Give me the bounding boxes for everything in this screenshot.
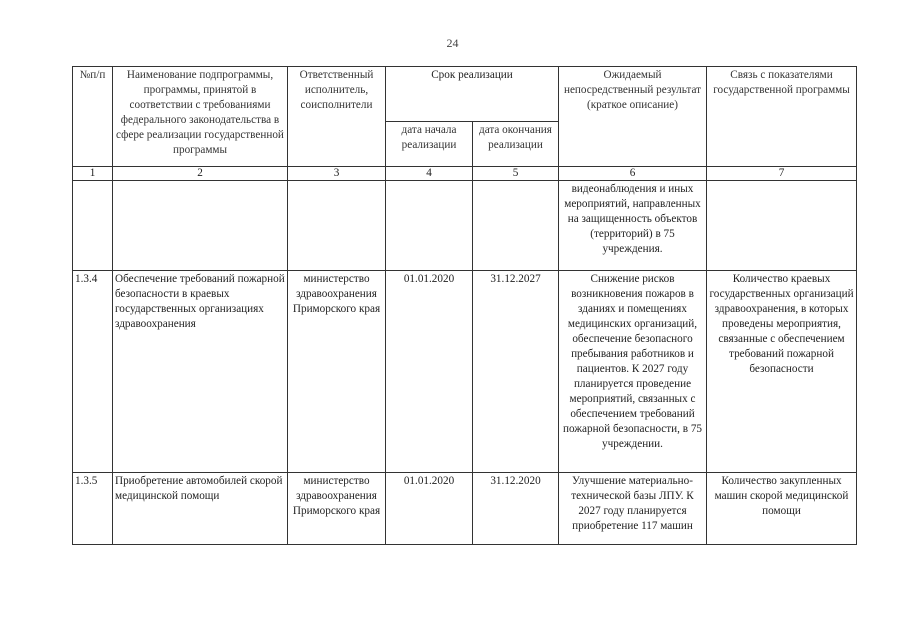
cell-responsible: министерство здравоохранения Приморского края [288, 473, 386, 545]
header-link: Связь с показателями государственной программы [707, 67, 857, 167]
cell-start: 01.01.2020 [386, 271, 473, 473]
header-period: Срок реализации [386, 67, 559, 122]
column-number-row [73, 167, 857, 181]
cell-end: 31.12.2027 [473, 271, 559, 473]
cell-end [473, 181, 559, 271]
cell-link: Количество краевых государственных организаций здравоохранения, в которых проведены мероприятия, связанные с обеспечением требований пожарной безопасности [707, 271, 857, 473]
column-number: 3 [288, 167, 386, 181]
cell-name: Приобретение автомобилей скорой медицинской помощи [113, 473, 288, 545]
header-responsible: Ответственный исполнитель, соисполнители [288, 67, 386, 167]
cell-start [386, 181, 473, 271]
table-row [73, 271, 857, 473]
header-row [73, 67, 857, 122]
cell-link [707, 181, 857, 271]
program-table [72, 66, 857, 545]
cell-end: 31.12.2020 [473, 473, 559, 545]
cell-responsible [288, 181, 386, 271]
cell-result: Снижение рисков возникновения пожаров в зданиях и помещениях медицинских организаций, обеспечение безопасного пребывания работников и пациентов. К 2027 году планируется проведение мероприятий, связанных с обеспечением требований пожарной безопасности, в 75 учреждении. [559, 271, 707, 473]
cell-num: 1.3.5 [73, 473, 113, 545]
header-name: Наименование подпрограммы, программы, принятой в соответствии с требованиями федерального законодательства в сфере реализации государственной программы [113, 67, 288, 167]
page-number: 24 [446, 36, 459, 50]
column-number: 5 [473, 167, 559, 181]
cell-result: видеонаблюдения и иных мероприятий, направленных на защищенность объектов (территорий) в 75 учреждения. [559, 181, 707, 271]
cell-start: 01.01.2020 [386, 473, 473, 545]
cell-num: 1.3.4 [73, 271, 113, 473]
column-number: 4 [386, 167, 473, 181]
column-number: 2 [113, 167, 288, 181]
header-end: дата окончания реализации [473, 122, 559, 167]
column-number: 7 [707, 167, 857, 181]
cell-responsible: министерство здравоохранения Приморского края [288, 271, 386, 473]
table-row [73, 473, 857, 545]
header-result: Ожидаемый непосредственный результат (краткое описание) [559, 67, 707, 167]
cell-result: Улучшение материально-технической базы ЛПУ. К 2027 году планируется приобретение 117 машин [559, 473, 707, 545]
cell-name: Обеспечение требований пожарной безопасности в краевых государственных организациях здравоохранения [113, 271, 288, 473]
column-number: 1 [73, 167, 113, 181]
header-start: дата начала реализации [386, 122, 473, 167]
column-number: 6 [559, 167, 707, 181]
table-row [73, 181, 857, 271]
cell-num [73, 181, 113, 271]
cell-link: Количество закупленных машин скорой медицинской помощи [707, 473, 857, 545]
cell-name [113, 181, 288, 271]
header-num: №п/п [73, 67, 113, 167]
